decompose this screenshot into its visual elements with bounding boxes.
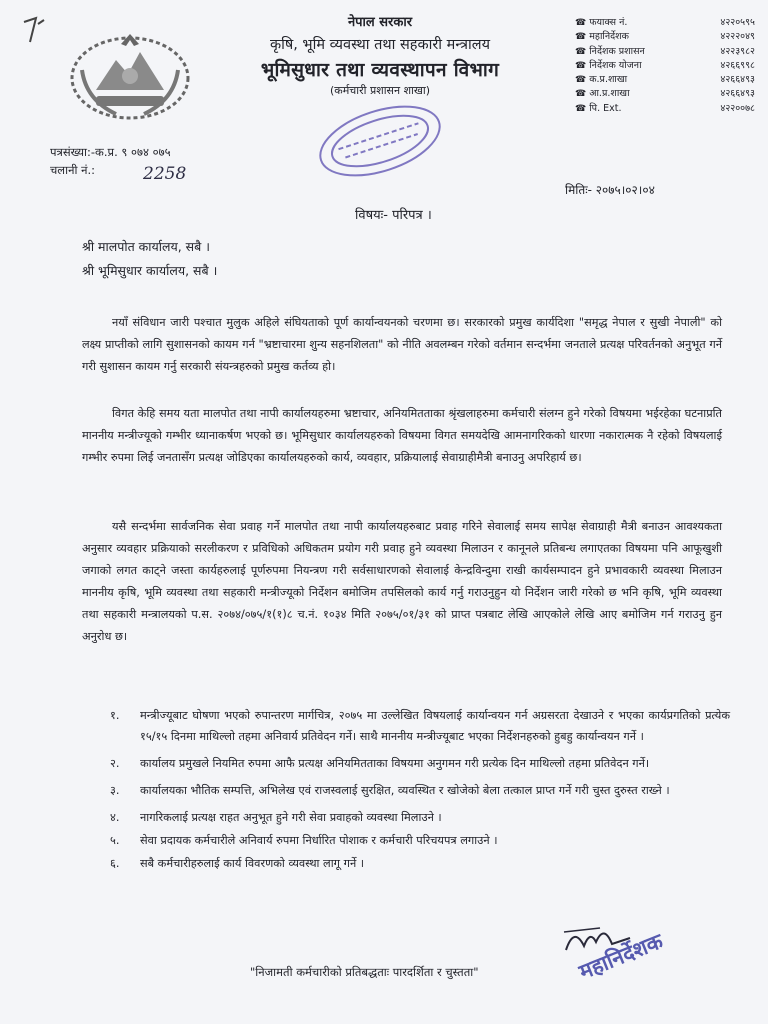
section-name: (कर्मचारी प्रशासन शाखा) [329, 84, 431, 97]
list-item [110, 830, 730, 851]
slogan: "निजामती कर्मचारीको प्रतिबद्धताः पारदर्शिता र चुस्तता" [250, 965, 479, 979]
contact-row [575, 87, 755, 101]
contact-label: फयाक्स नं. [589, 17, 628, 28]
contact-row [575, 30, 755, 44]
contact-value: ४२६६९९८ [720, 59, 755, 71]
contact-label: निर्देशक योजना [589, 59, 642, 71]
contact-row [575, 45, 755, 59]
item-number: ४. [110, 811, 120, 824]
phone-icon: ☎ [575, 103, 587, 114]
nepal-emblem-icon [66, 30, 194, 122]
contact-label: क.प्र.शाखा [589, 74, 628, 86]
contact-row [575, 73, 755, 87]
phone-icon: ☎ [575, 18, 587, 28]
office-stamp-icon [300, 96, 460, 186]
contact-value: ४२२०५९५ [720, 17, 755, 28]
contact-value: ४२६६४९३ [720, 74, 755, 86]
director-general-stamp: महानिर्देशक [575, 928, 667, 985]
recipient-line: श्री मालपोत कार्यालय, सबै । [82, 239, 210, 254]
letter-date: मितिः- २०७५।०२।०४ [565, 183, 655, 197]
item-number: १. [110, 709, 120, 722]
list-item [110, 780, 730, 801]
directive-list [110, 705, 730, 880]
contact-row [575, 102, 755, 116]
phone-icon: ☎ [575, 89, 587, 100]
contact-value: ४२२२०४९ [720, 31, 755, 43]
body-paragraph: विगत केहि समय यता मालपोत तथा नापी कार्यालयहरुमा भ्रष्टाचार, अनियमितताका श्रृंखलाहरुमा कर्मचारी संलग्न हुने गरेको विषयमा भईरहेका घटनाप्रति माननीय मन्त्रीज्यूको गम्भीर ध्यानाकर्षण भएको छ। भूमिसुधार कार्यालयहरुको विषयमा विगत समयदेखि आमनागरिकको धारणा नकारात्मक नै रहेको विषयलाई गम्भीर रुपमा लिई जनतासँग प्रत्यक्ष जोडिएका कार्यालयहरुको कार्य, व्यवहार, प्रक्रियालाई सेवाग्राहीमैत्री बनाउनु अपरिहार्य छ। [82, 407, 722, 464]
item-text: कार्यालयका भौतिक सम्पत्ति, अभिलेख एवं राजस्वलाई सुरक्षित, व्यवस्थित र खोजेको बेला तत्काल प्राप्त गर्ने गरी चुस्त दुरुस्त राख्ने । [140, 784, 670, 797]
contact-value: ४२६६४९३ [720, 88, 755, 100]
phone-icon: ☎ [575, 32, 587, 43]
department-name: भूमिसुधार तथा व्यवस्थापन विभाग [260, 59, 500, 81]
item-text: नागरिकलाई प्रत्यक्ष राहत अनुभूत हुने गरी सेवा प्रवाहको व्यवस्था मिलाउने । [140, 811, 442, 824]
contact-label: आ.प्र.शाखा [589, 88, 630, 100]
dispatch-number: 2258 [143, 164, 187, 184]
contact-label: महानिर्देशक [589, 31, 629, 43]
body-paragraph: यसै सन्दर्भमा सार्वजनिक सेवा प्रवाह गर्ने मालपोत तथा नापी कार्यालयहरुबाट प्रवाह गरिने सेवालाई समय सापेक्ष सेवाग्राही मैत्री बनाउन आवश्यकता अनुसार व्यवहार प्रक्रियाको सरलीकरण र प्रविधिको अधिकतम प्रयोग गरी प्रवाह हुने व्यवस्था मिलाउन र कानूनले प्रतिबन्ध लगाएतका विषयमा पनि आफूखुशी जगाको लगत काट्ने जस्ता कार्यहरुलाई पूर्णरुपमा नियन्त्रण गरी सर्वसाधारणको सेवालाई केन्द्रविन्दुमा राखी कार्यसम्पादन हुने प्रभावकारी व्यवस्था मिलाउन माननीय कृषि, भूमि व्यवस्था तथा सहकारी मन्त्रीज्यूको निर्देशन बमोजिम तपसिलको कार्य गर्नु गराउनुहुन यो निर्देशन जारी गरेको छ भनि कृषि, भूमि व्यवस्था तथा सहकारी मन्त्रालयको प.स. २०७४/०७५/१(१)८ च.नं. १०३४ मिति २०७५/०१/३१ को प्राप्त पत्रबाट लेखि आएकोले लेखि आए बमोजिम गर्न गराउनु हुन अनुरोध छ। [82, 520, 722, 643]
list-item [110, 807, 730, 828]
recipient-line: श्री भूमिसुधार कार्यालय, सबै । [82, 263, 218, 278]
dispatch-label: चलानी नं.: [50, 163, 96, 177]
phone-icon: ☎ [575, 60, 587, 71]
contact-row [575, 59, 755, 73]
body-paragraph: नयाँ संविधान जारी पश्चात मुलुक अहिले संघियताको पूर्ण कार्यान्वयनको चरणमा छ। सरकारको प्रमुख कार्यदिशा "समृद्ध नेपाल र सुखी नेपाली" को लक्ष्य प्राप्तीको लागि सुशासनको कायम गर्न "भ्रष्टाचारमा शुन्य सहनशिलता" को नीति अवलम्बन गरेको वर्तमान सन्दर्भमा जनताले प्रत्यक्ष परिवर्तनको अनुभूत गर्ने गरी सुशासन कायम गर्नु सरकारी संयन्त्रहरुको प्रमुख कर्तव्य हो। [82, 316, 722, 373]
government-name: नेपाल सरकार [347, 15, 413, 30]
item-text: मन्त्रीज्यूबाट घोषणा भएको रुपान्तरण मार्गचित्र, २०७५ मा उल्लेखित विषयलाई कार्यान्वयन गर्न अग्रसरता देखाउने र भएका कार्यप्रगतिको प्रत्येक १५/१५ दिनमा माथिल्लो तहमा अनिवार्य प्रतिवेदन गर्ने। साथै माननीय मन्त्रीज्यूबाट भएका निर्देशनहरुको हुबहु कार्यान्वयन गर्ने । [140, 709, 730, 743]
reference-number: पत्रसंख्या:-क.प्र. ९ ०७४ ०७५ [50, 145, 171, 159]
item-number: ५. [110, 834, 120, 847]
contact-label: निर्देशक प्रशासन [589, 45, 645, 57]
item-text: सबै कर्मचारीहरुलाई कार्य विवरणको व्यवस्था लागू गर्ने । [140, 857, 365, 870]
contact-list [575, 16, 755, 116]
item-number: ३. [110, 784, 120, 797]
letterhead [180, 12, 580, 98]
contact-row [575, 16, 755, 30]
ministry-name: कृषि, भूमि व्यवस्था तथा सहकारी मन्त्रालय [269, 37, 491, 53]
list-item [110, 753, 730, 774]
item-text: सेवा प्रदायक कर्मचारीले अनिवार्य रुपमा निर्धारित पोशाक र कर्मचारी परिचयपत्र लगाउने । [140, 834, 498, 847]
contact-value: ४२२००७८ [720, 102, 755, 114]
contact-label: पि. Ext. [589, 102, 622, 114]
phone-icon: ☎ [575, 75, 587, 86]
item-text: कार्यालय प्रमुखले नियमित रुपमा आफै प्रत्यक्ष अनियमितताका विषयमा अनुगमन गरी प्रत्येक दिन माथिल्लो तहमा प्रतिवेदन गर्ने। [140, 757, 650, 770]
contact-value: ४२२३९८२ [720, 45, 755, 57]
subject-line: विषयः- परिपत्र । [355, 208, 432, 223]
list-item [110, 705, 730, 747]
handwritten-mark-icon [20, 14, 50, 46]
phone-icon: ☎ [575, 46, 587, 57]
item-number: २. [110, 757, 120, 770]
list-item [110, 853, 730, 874]
item-number: ६. [110, 857, 120, 870]
